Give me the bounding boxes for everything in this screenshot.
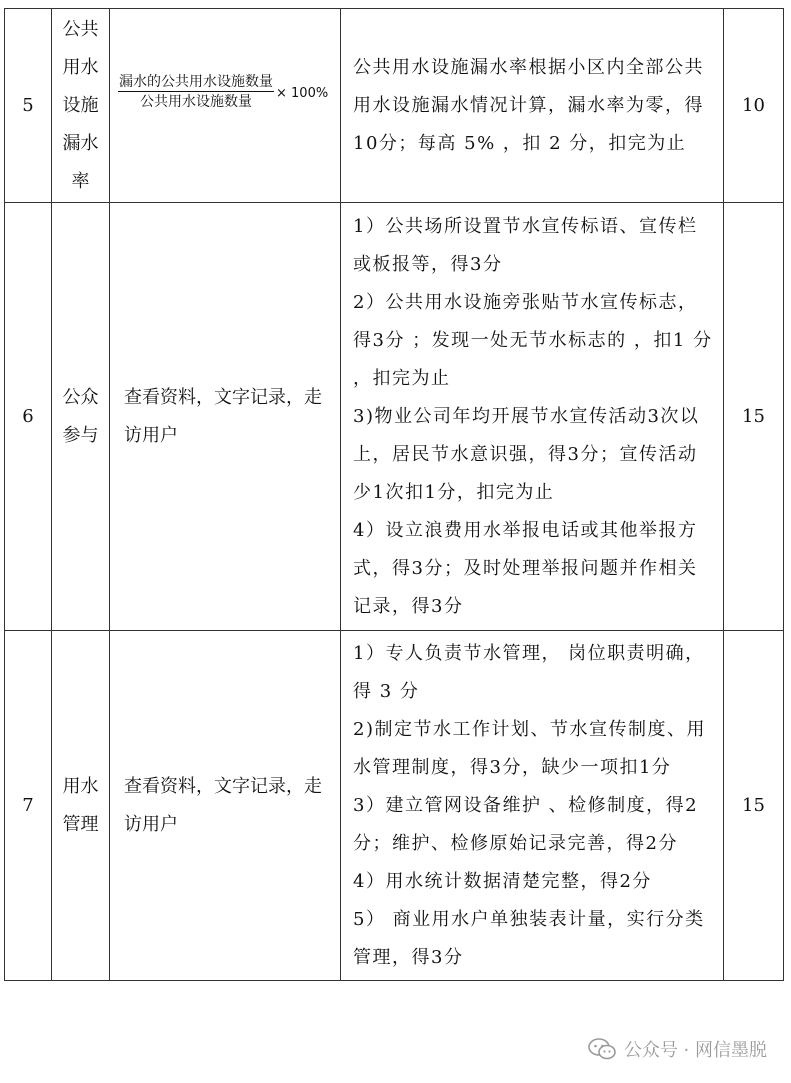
item-name-line: 漏水 bbox=[62, 132, 99, 154]
table-row bbox=[5, 203, 784, 631]
rule-text: 3）建立管网设备维护 、检修制度，得2分；维护、检修原始记录完善，得2分 bbox=[353, 794, 699, 854]
fraction bbox=[118, 73, 274, 112]
scoring-rules bbox=[341, 203, 724, 631]
scoring-rules bbox=[341, 9, 724, 203]
assessment-method: 查看资料，文字记录，走访用户 bbox=[110, 631, 341, 981]
watermark-text: 公众号 · 网信墨脱 bbox=[623, 1040, 767, 1061]
item-name-line: 参与 bbox=[62, 424, 99, 446]
item-name-line: 设施 bbox=[62, 94, 99, 116]
rule-text: 2）公共用水设施旁张贴节水宣传标志，得3分 ；发现一处无节水标志的 ，扣1 分 ，扣完为止 bbox=[353, 291, 713, 389]
formula-cell bbox=[110, 9, 341, 203]
score: 10 bbox=[724, 9, 784, 203]
item-name-line: 公众 bbox=[62, 386, 99, 408]
item-name bbox=[52, 631, 110, 981]
rule-text: 4）设立浪费用水举报电话或其他举报方式，得3分；及时处理举报问题并作相关记录，得3分 bbox=[353, 519, 698, 617]
formula-denominator: 公共用水设施数量 bbox=[140, 94, 252, 110]
formula-multiplier: × 100% bbox=[276, 85, 329, 101]
rule-text: 3)物业公司年均开展节水宣传活动3次以上，居民节水意识强，得3分；宣传活动少1次扣1分，扣完为止 bbox=[353, 405, 700, 503]
scoring-rules bbox=[341, 631, 724, 981]
item-name-line: 用水 bbox=[62, 56, 99, 78]
rule-text: 1）公共场所设置节水宣传标语、宣传栏或板报等，得3分 bbox=[353, 215, 698, 275]
rule-text: 5） 商业用水户单独装表计量，实行分类管理，得3分 bbox=[353, 908, 705, 968]
rule-text: 1）专人负责节水管理， 岗位职责明确，得 3 分 bbox=[353, 642, 705, 702]
score: 15 bbox=[724, 203, 784, 631]
leak-rate-formula bbox=[110, 73, 340, 113]
row-number: 5 bbox=[5, 9, 52, 203]
watermark bbox=[588, 1036, 767, 1062]
item-name-line: 率 bbox=[71, 170, 90, 192]
table-row bbox=[5, 9, 784, 203]
formula-numerator: 漏水的公共用水设施数量 bbox=[119, 74, 273, 90]
item-name-line: 管理 bbox=[62, 813, 99, 835]
item-name-line: 公共 bbox=[62, 18, 99, 40]
rule-text: 2)制定节水工作计划、节水宣传制度、用水管理制度，得3分，缺少一项扣1分 bbox=[353, 718, 706, 778]
row-number: 6 bbox=[5, 203, 52, 631]
item-name bbox=[52, 203, 110, 631]
rule-text: 4）用水统计数据清楚完整，得2分 bbox=[353, 870, 652, 892]
assessment-method: 查看资料，文字记录，走访用户 bbox=[110, 203, 341, 631]
wechat-icon bbox=[588, 1038, 616, 1060]
item-name bbox=[52, 9, 110, 203]
row-number: 7 bbox=[5, 631, 52, 981]
score: 15 bbox=[724, 631, 784, 981]
evaluation-table bbox=[4, 8, 784, 981]
rule-text: 公共用水设施漏水率根据小区内全部公共用水设施漏水情况计算，漏水率为零，得10分；每高 5% ，扣 2 分，扣完为止 bbox=[353, 56, 704, 154]
table-row bbox=[5, 631, 784, 981]
item-name-line: 用水 bbox=[62, 775, 99, 797]
